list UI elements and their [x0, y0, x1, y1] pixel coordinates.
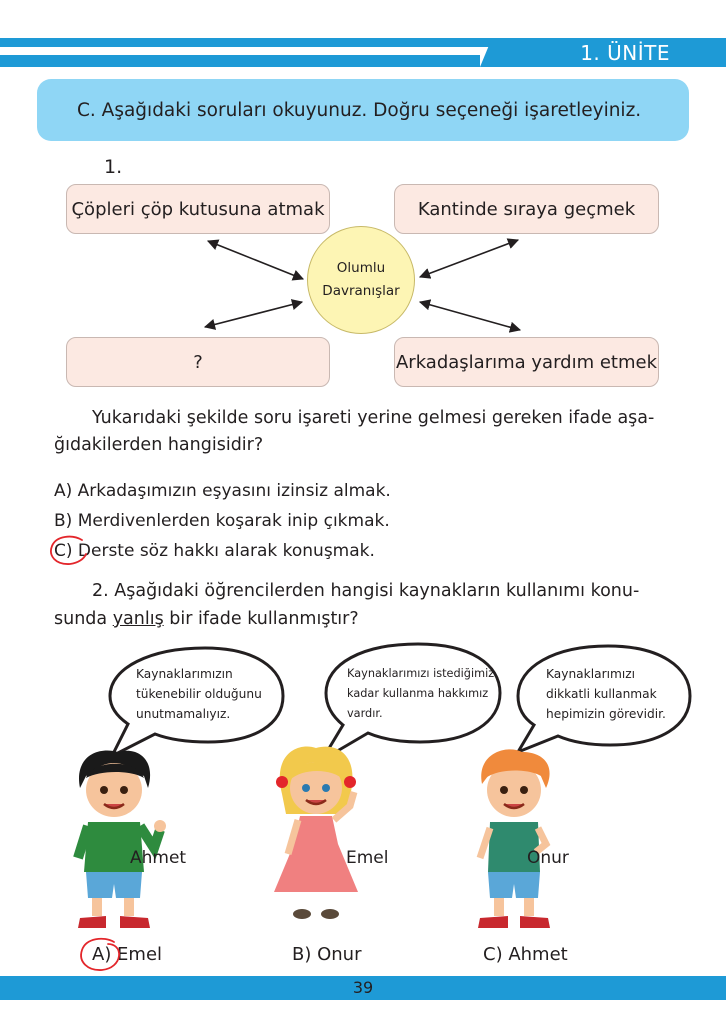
- question-1-number: 1.: [104, 156, 123, 178]
- underlined-word: yanlış: [112, 609, 164, 629]
- question-1-option-c[interactable]: C) Derste söz hakkı alarak konuşmak.: [54, 541, 375, 561]
- name-ahmet: Ahmet: [130, 848, 187, 868]
- boy-onur-illustration: [466, 748, 562, 934]
- name-emel: Emel: [346, 848, 389, 868]
- question-1-option-a[interactable]: A) Arkadaşımızın eşyasını izinsiz almak.: [54, 481, 391, 501]
- answer-mark-circle-a: [78, 936, 124, 974]
- concept-box-top-right: Kantinde sıraya geçmek: [394, 184, 659, 234]
- concept-box-top-left: Çöpleri çöp kutusuna atmak: [66, 184, 330, 234]
- question-2-text-line1: 2. Aşağıdaki öğrencilerden hangisi kaynakların kullanımı konu-: [92, 581, 640, 601]
- concept-box-bottom-right: Arkadaşlarıma yardım etmek: [394, 337, 659, 387]
- question-2-answer-b[interactable]: B) Onur: [292, 944, 362, 965]
- question-2-answer-a[interactable]: A) Emel: [92, 944, 163, 965]
- page-number: 39: [352, 978, 374, 997]
- question-1-option-b[interactable]: B) Merdivenlerden koşarak inip çıkmak.: [54, 511, 390, 531]
- unit-label: 1. ÜNİTE: [580, 41, 670, 65]
- question-1-text-line1: Yukarıdaki şekilde soru işareti yerine gelmesi gereken ifade aşa-: [92, 408, 655, 428]
- concept-center-circle: Olumlu Davranışlar: [307, 226, 415, 334]
- speech-bubble-1-text: Kaynaklarımızın tükenebilir olduğunu unutmamalıyız.: [136, 667, 262, 721]
- concept-box-bottom-left: ?: [66, 337, 330, 387]
- boy-ahmet-illustration: [66, 748, 166, 934]
- question-2-answer-c[interactable]: C) Ahmet: [483, 944, 568, 965]
- name-onur: Onur: [527, 848, 569, 868]
- girl-emel-illustration: [268, 744, 364, 922]
- question-1-text-line2: ğıdakilerden hangisidir?: [54, 435, 264, 455]
- question-2-text-line2: sunda yanlış bir ifade kullanmıştır?: [54, 609, 359, 629]
- instruction-text: C. Aşağıdaki soruları okuyunuz. Doğru seçeneği işaretleyiniz.: [77, 99, 642, 121]
- speech-bubble-3-text: Kaynaklarımızı dikkatli kullanmak hepimizin görevidir.: [546, 667, 666, 721]
- speech-bubble-2-text: Kaynaklarımızı istediğimiz kadar kullanma hakkımız vardır.: [347, 667, 495, 720]
